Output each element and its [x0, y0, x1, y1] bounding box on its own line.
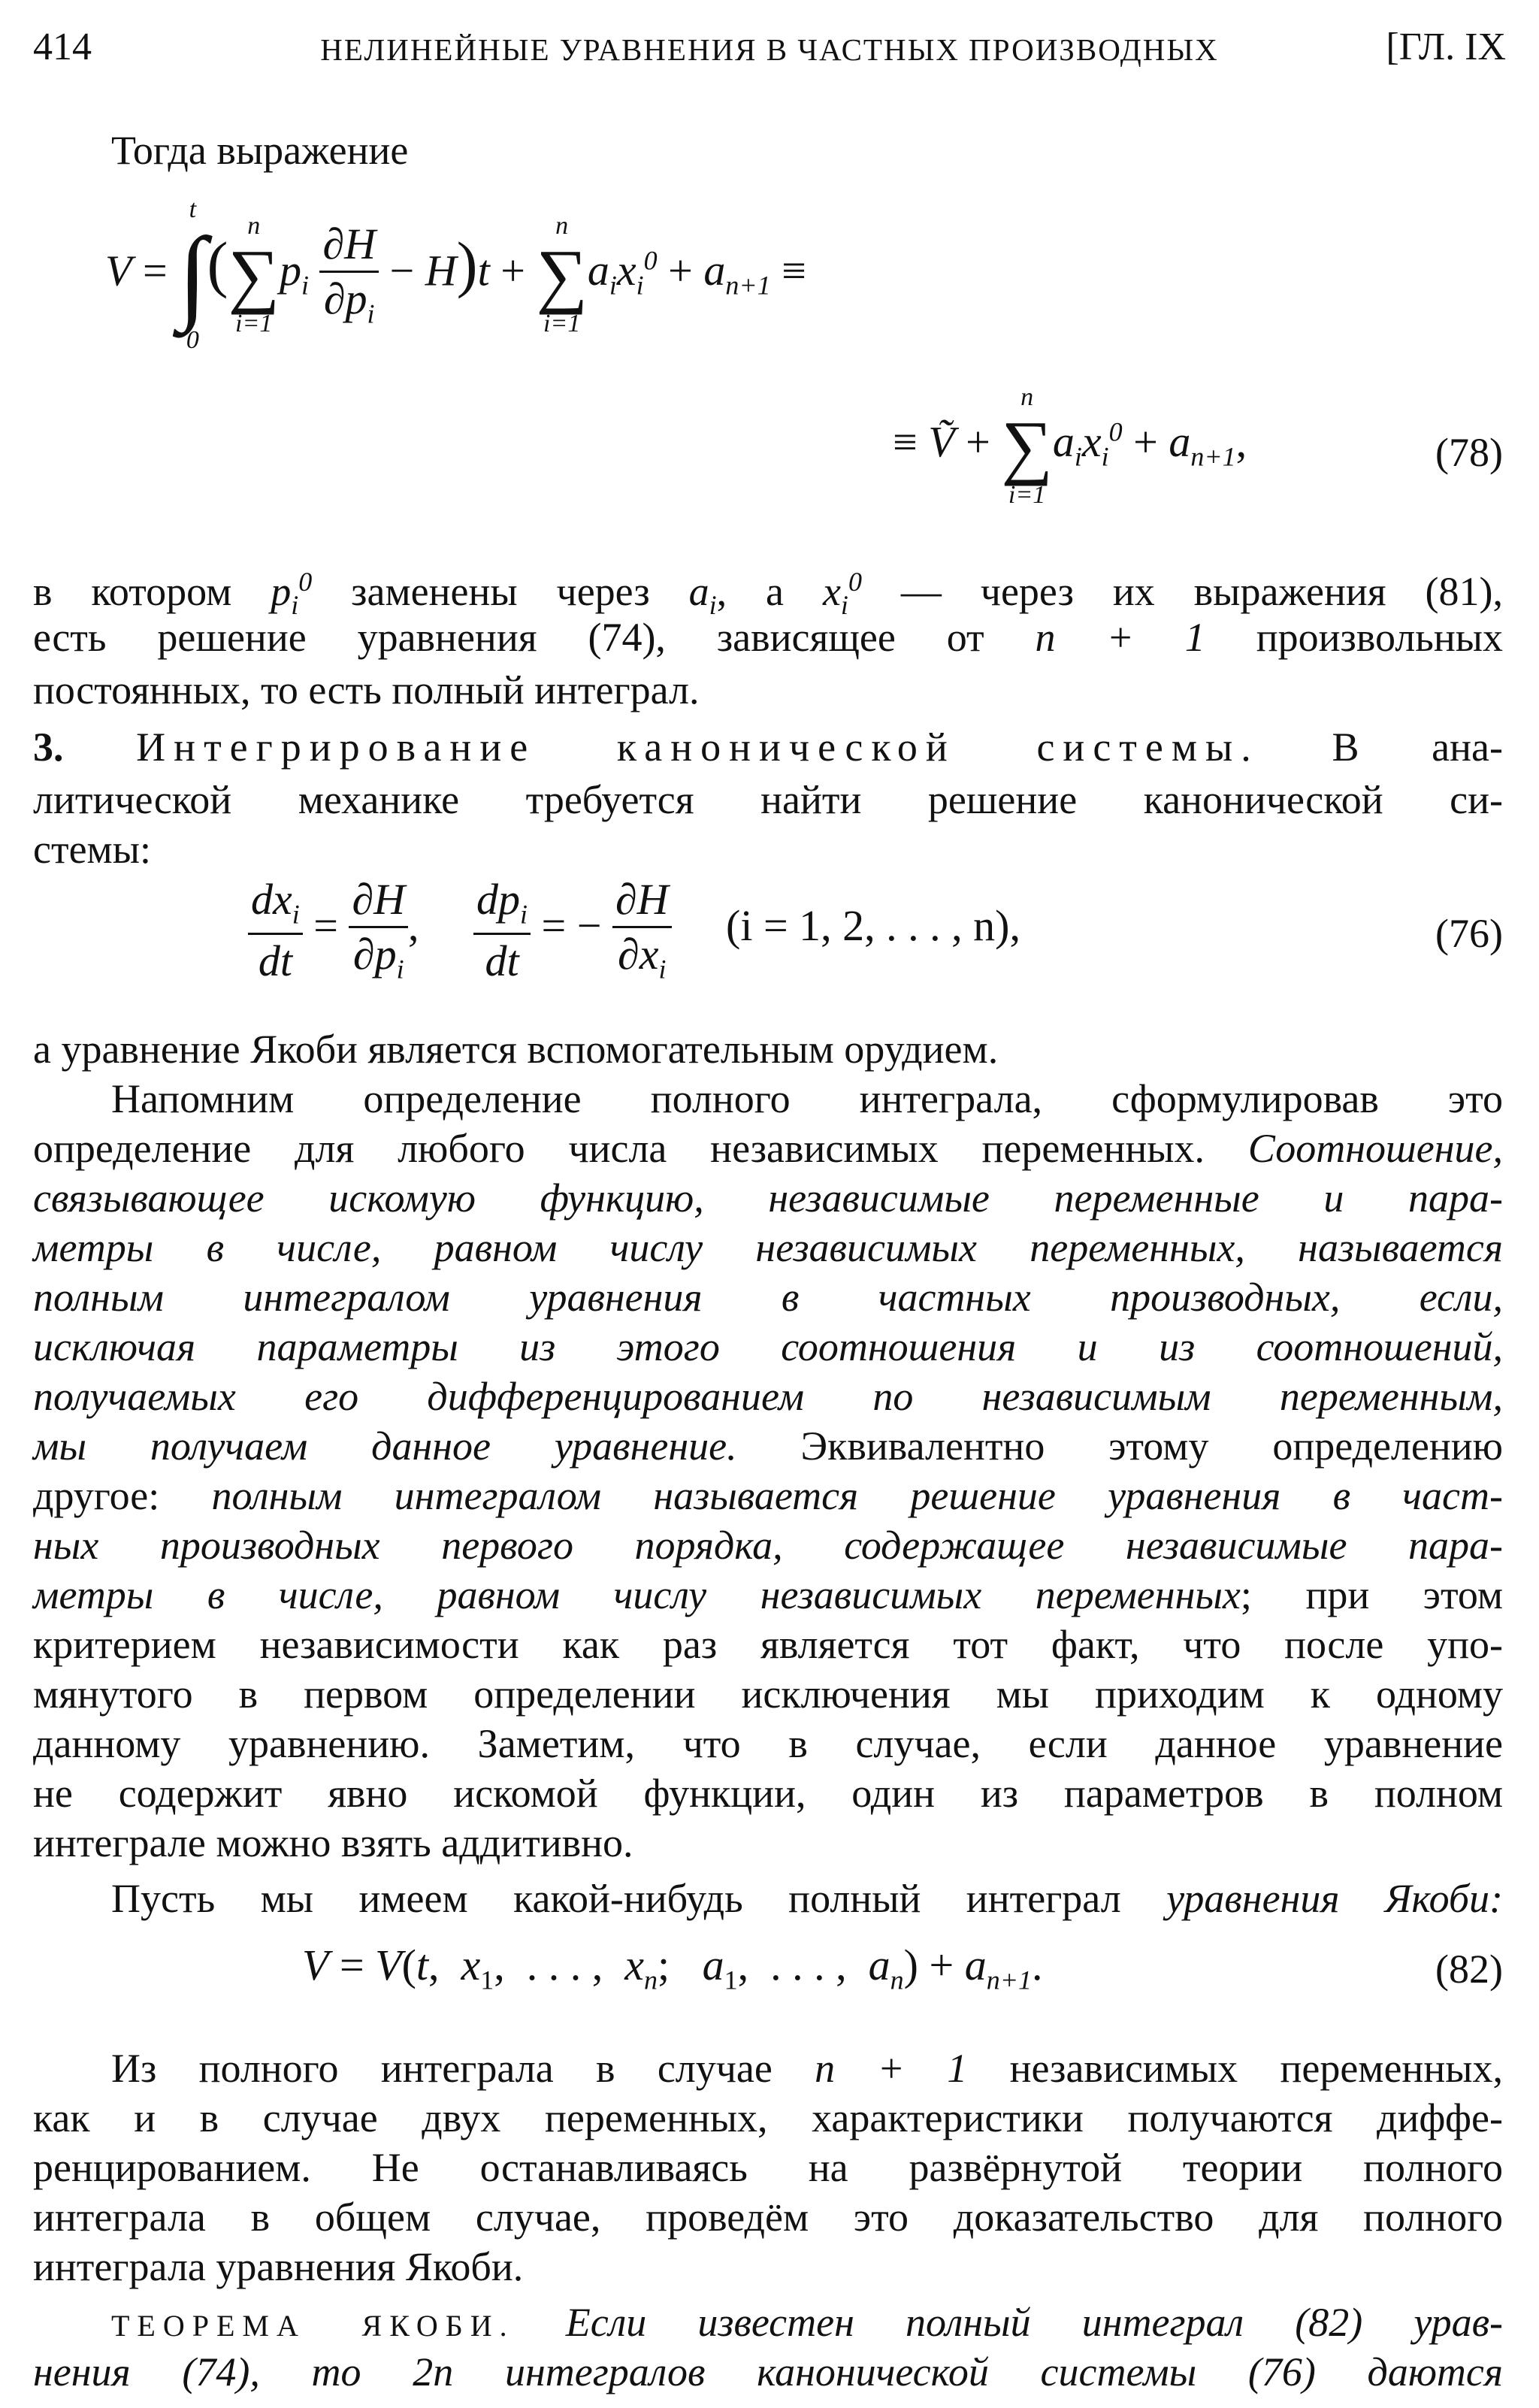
section-3-line2: литической механике требуется найти решение канонической си-: [33, 777, 1503, 822]
def-line7: получаемых его дифференцированием по независимым переменным,: [33, 1374, 1503, 1419]
def-line9: другое: полным интегралом называется решение уравнения в част-: [33, 1473, 1504, 1518]
equation-78-line1: V = t ∫ 0 ( n ∑ i=1 $p_i$ $\frac{\partial H}{\partial p_i}$ − H)t + n ∑ i=1 $a_ix_i^0 + a_{n+1}$ ≡: [105, 195, 806, 354]
def-line13: мянутого в первом определении исключения мы приходим к одному: [33, 1671, 1503, 1717]
equation-76-number: (76): [1435, 911, 1503, 956]
para-from-line5: интеграла уравнения Якоби.: [33, 2244, 524, 2289]
def-line8: мы получаем данное уравнение. Эквивалентно этому определению: [33, 1423, 1503, 1469]
page-number: 414: [33, 26, 92, 68]
para-from-line3: ренцированием. Не останавливаясь на развёрнутой теории полного: [33, 2145, 1503, 2190]
para-let: Пусть мы имеем какой-нибудь полный интеграл уравнения Якоби:: [111, 1876, 1504, 1921]
para-after-78-line1: в котором $p_i^0$ заменены через $a_i$, а $x_i^0$ — через их выражения (81),: [33, 567, 1504, 620]
def-line5: полным интегралом уравнения в частных производных, если,: [33, 1275, 1503, 1320]
def-line6: исключая параметры из этого соотношения и из соотношений,: [33, 1324, 1503, 1369]
def-line12: критерием независимости как раз является тот факт, что после упо-: [33, 1622, 1503, 1667]
def-line15: не содержит явно искомой функции, один из параметров в полном: [33, 1771, 1503, 1816]
equation-82: V = V(t, $x_1$, . . . , $x_n$; $a_1$, . . . , $a_n) + a_{n+1}$.: [302, 1941, 1043, 1995]
intro-text: Тогда выражение: [111, 128, 409, 173]
running-header: [33, 23, 1506, 75]
chapter-label: [ГЛ. IX: [1386, 26, 1506, 68]
section-3-line1: 3. Интегрирование канонической системы. В ана-: [33, 725, 1503, 770]
def-line11: метры в числе, равном числу независимых переменных; при этом: [33, 1572, 1503, 1617]
def-line10: ных производных первого порядка, содержащее независимые пара-: [33, 1523, 1503, 1568]
running-title: НЕЛИНЕЙНЫЕ УРАВНЕНИЯ В ЧАСТНЫХ ПРОИЗВОДНЫХ: [320, 32, 1219, 67]
def-line4: метры в числе, равном числу независимых переменных, называется: [33, 1225, 1503, 1270]
para-from-line4: интеграла в общем случае, проведём это доказательство для полного: [33, 2195, 1503, 2240]
section-3-line3: стемы:: [33, 827, 151, 872]
para-jacobi-aux: а уравнение Якоби является вспомогательным орудием.: [33, 1027, 999, 1072]
para-from-line2: как и в случае двух переменных, характеристики получаются диффе-: [33, 2095, 1503, 2140]
equation-78-line2: ≡ Ṽ + n ∑ i=1 $a_ix_i^0 + a_{n+1}$,: [893, 383, 1247, 509]
def-line2: определение для любого числа независимых переменных. Соотношение,: [33, 1126, 1503, 1171]
def-line3: связывающее искомую функцию, независимые переменные и пара-: [33, 1175, 1503, 1221]
theorem-label: ТЕОРЕМА ЯКОБИ.: [111, 2309, 515, 2343]
def-line16: интеграле можно взять аддитивно.: [33, 1820, 633, 1865]
equation-76: $\frac{dx_i}{dt}$ = $\frac{\partial H}{\partial p_i}$ , $\frac{dp_i}{dt}$ = − $\frac{\partial H}{\partial x_i}$ (i = 1, 2, . . . , n),: [248, 878, 1020, 983]
def-line1: Напомним определение полного интеграла, сформулировав это: [111, 1076, 1503, 1121]
theorem-line2: нения (74), то 2n интегралов канонической системы (76) даются: [33, 2349, 1503, 2394]
def-line14: данному уравнению. Заметим, что в случае, если данное уравнение: [33, 1721, 1503, 1766]
theorem-line1: ТЕОРЕМА ЯКОБИ. Если известен полный интеграл (82) урав-: [111, 2300, 1504, 2345]
para-after-78-line2: есть решение уравнения (74), зависящее от n + 1 произвольных: [33, 615, 1504, 660]
para-after-78-line3: постоянных, то есть полный интеграл.: [33, 667, 700, 712]
equation-82-number: (82): [1435, 1947, 1503, 1992]
para-from-line1: Из полного интеграла в случае n + 1 независимых переменных,: [111, 2046, 1504, 2091]
equation-78-number: (78): [1435, 430, 1503, 475]
section-3-title: Интегрирование канонической системы.: [136, 725, 1259, 770]
